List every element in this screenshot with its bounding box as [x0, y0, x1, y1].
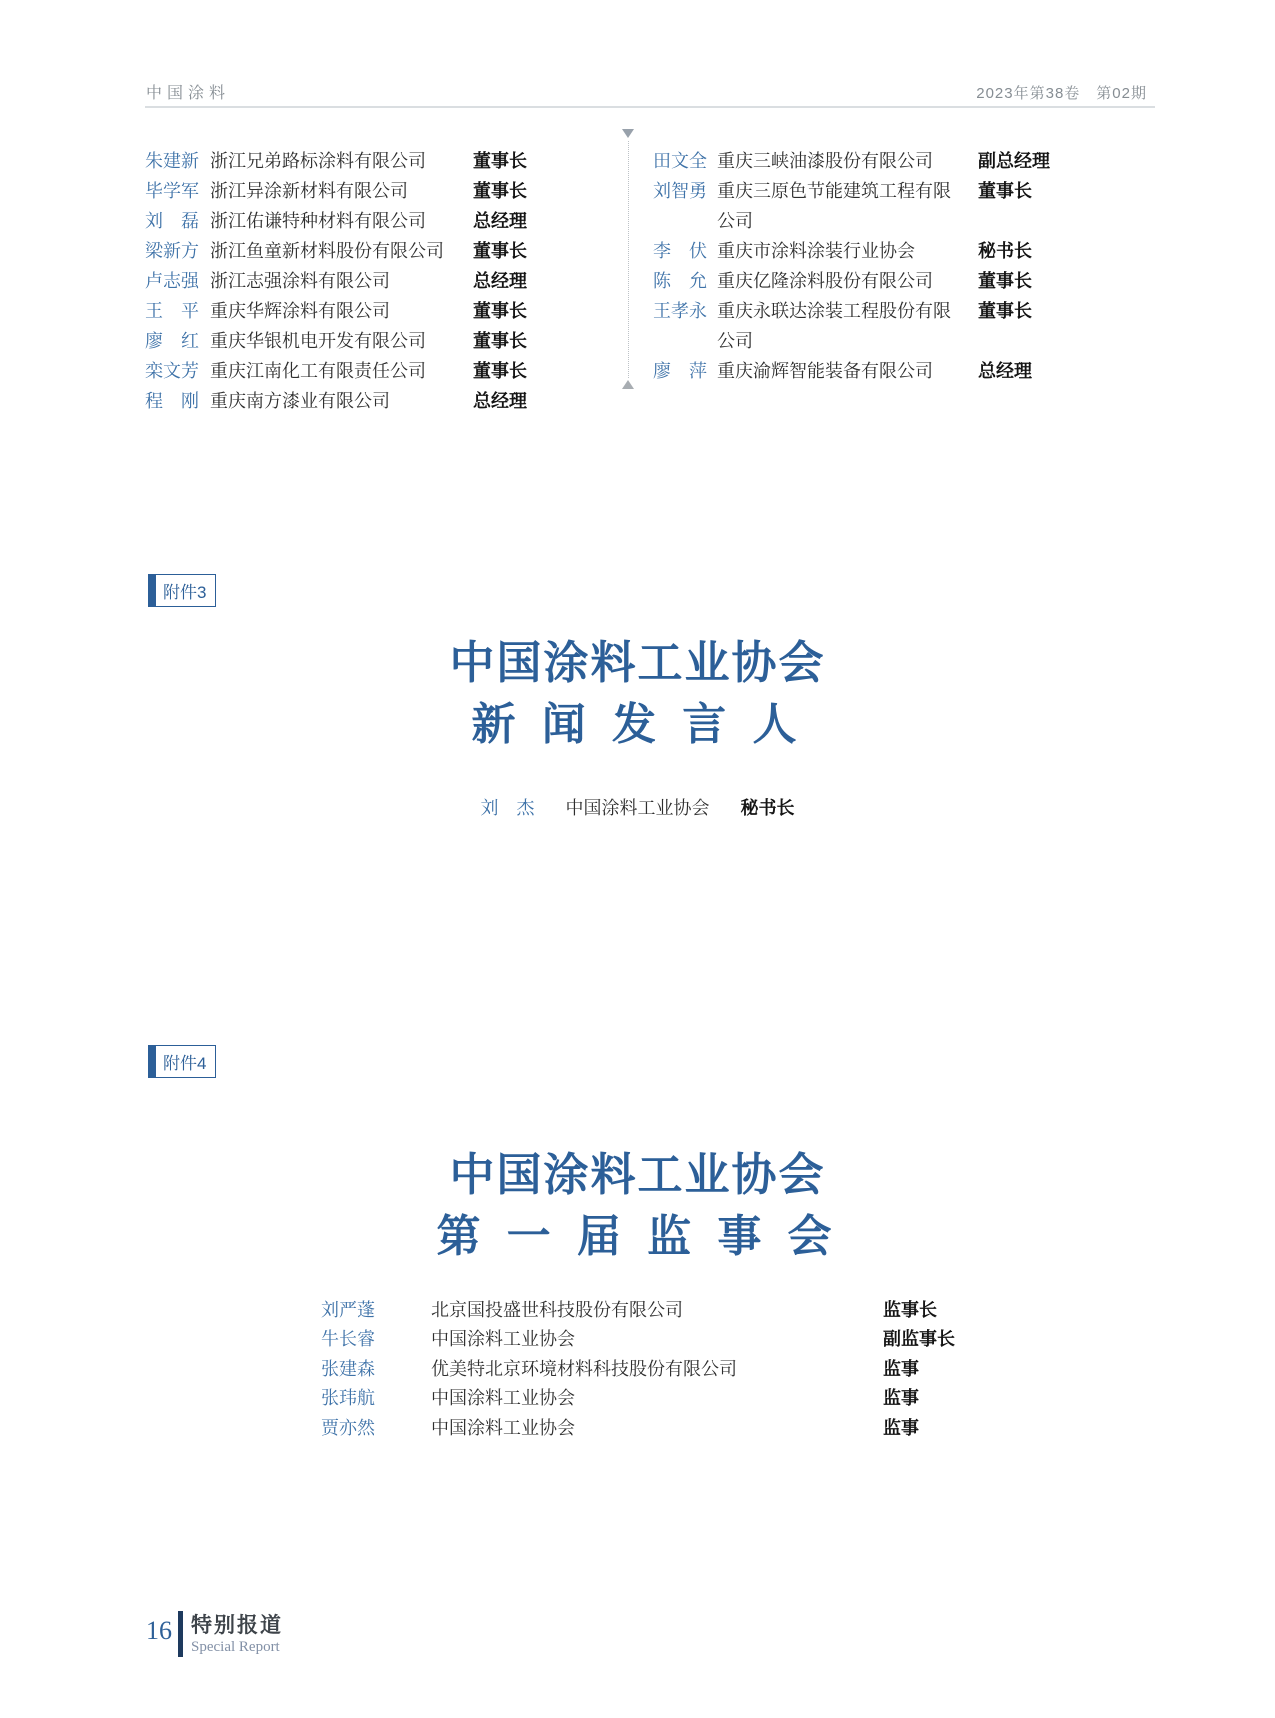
- directory-row: [653, 266, 1105, 296]
- company-name: 优美特北京环境材料科技股份有限公司: [431, 1358, 737, 1379]
- supervisor-row: [321, 1355, 1041, 1384]
- attachment3-title-line1: 中国涂料工业协会: [449, 637, 826, 688]
- person-name: 张建森: [321, 1358, 375, 1379]
- person-name: 卢志强: [145, 271, 199, 291]
- directory-left-column: [145, 146, 623, 416]
- person-name: 田文全: [653, 151, 707, 171]
- attachment4-title-line1: 中国涂料工业协会: [449, 1149, 826, 1200]
- company-name: 重庆市涂料涂装行业协会: [717, 241, 915, 261]
- directory-row: [653, 236, 1105, 266]
- column-separator: [621, 129, 635, 389]
- job-title: 总经理: [978, 361, 1032, 381]
- triangle-up-icon: [622, 380, 634, 389]
- directory-row: [653, 146, 1105, 176]
- company-name: 重庆渝辉智能装备有限公司: [717, 361, 933, 381]
- company-name: 重庆华银机电开发有限公司: [210, 331, 426, 351]
- person-name: 李 伏: [653, 241, 707, 261]
- company-name: 重庆华辉涂料有限公司: [210, 301, 390, 321]
- company-name: 浙江佑谦特种材料有限公司: [210, 211, 426, 231]
- company-name: 中国涂料工业协会: [431, 1388, 575, 1409]
- company-name: 浙江异涂新材料有限公司: [210, 181, 408, 201]
- company-name: 北京国投盛世科技股份有限公司: [431, 1300, 683, 1320]
- attachment3-title-line2: 新 闻 发 言 人: [471, 700, 804, 749]
- person-name: 陈 允: [653, 271, 707, 291]
- company-name: 中国涂料工业协会: [431, 1417, 575, 1438]
- job-title: 秘书长: [978, 241, 1032, 261]
- directory-row: [145, 386, 623, 416]
- job-title: 监事: [883, 1388, 919, 1409]
- dotted-divider: [628, 141, 629, 378]
- job-title: 董事长: [473, 361, 527, 381]
- header-divider: [145, 106, 1155, 108]
- company-name: 重庆三峡油漆股份有限公司: [717, 151, 933, 171]
- job-title: 董事长: [473, 331, 527, 351]
- job-title: 监事长: [883, 1300, 937, 1320]
- directory-row: [653, 176, 1105, 236]
- directory-row: [145, 236, 623, 266]
- job-title: 董事长: [473, 151, 527, 171]
- job-title: 董事长: [978, 181, 1032, 201]
- person-name: 刘 磊: [145, 211, 199, 231]
- company-name: 重庆三原色节能建筑工程有限公司: [717, 181, 951, 231]
- job-title: 监事: [883, 1358, 919, 1379]
- directory-row: [653, 296, 1105, 356]
- job-title: 副总经理: [978, 151, 1050, 171]
- job-title: 总经理: [473, 391, 527, 411]
- person-name: 贾亦然: [321, 1417, 375, 1438]
- job-title: 秘书长: [740, 798, 795, 818]
- job-title: 董事长: [473, 301, 527, 321]
- page-number: 16: [146, 1616, 172, 1645]
- company-name: 重庆江南化工有限责任公司: [210, 361, 426, 381]
- person-name: 刘严蓬: [321, 1300, 375, 1320]
- attachment4-title-line2: 第 一 届 监 事 会: [436, 1212, 839, 1261]
- spokesperson-row: [0, 795, 1275, 821]
- person-name: 张玮航: [321, 1388, 375, 1409]
- job-title: 董事长: [978, 271, 1032, 291]
- supervisor-row: [321, 1384, 1041, 1413]
- person-name: 牛长睿: [321, 1329, 375, 1350]
- attachment4-badge: 附件4: [148, 1045, 216, 1078]
- company-name: 浙江志强涂料有限公司: [210, 271, 390, 291]
- supervisor-row: [321, 1414, 1041, 1443]
- directory-row: [145, 146, 623, 176]
- job-title: 副监事长: [883, 1329, 955, 1350]
- person-name: 廖 萍: [653, 361, 707, 381]
- person-name: 王孝永: [653, 301, 707, 321]
- person-name: 王 平: [145, 301, 199, 321]
- supervisor-row: [321, 1325, 1041, 1354]
- job-title: 监事: [883, 1417, 919, 1438]
- directory-row: [145, 356, 623, 386]
- triangle-down-icon: [622, 129, 634, 138]
- directory-row: [145, 176, 623, 206]
- company-name: 重庆亿隆涂料股份有限公司: [717, 271, 933, 291]
- job-title: 总经理: [473, 211, 527, 231]
- company-name: 浙江兄弟路标涂料有限公司: [210, 151, 426, 171]
- person-name: 栾文芳: [145, 361, 199, 381]
- job-title: 董事长: [473, 241, 527, 261]
- directory-row: [145, 296, 623, 326]
- directory-right-column: [653, 146, 1105, 386]
- supervisory-board-list: [321, 1296, 1041, 1443]
- footer-section-cn: 特别报道: [191, 1614, 283, 1637]
- person-name: 毕学军: [145, 181, 199, 201]
- job-title: 董事长: [473, 181, 527, 201]
- directory-row: [653, 356, 1105, 386]
- directory-row: [145, 206, 623, 236]
- journal-title: 中国涂料: [146, 85, 231, 102]
- footer-divider-bar: [178, 1611, 183, 1657]
- person-name: 廖 红: [145, 331, 199, 351]
- company-name: 浙江鱼童新材料股份有限公司: [210, 241, 444, 261]
- job-title: 总经理: [473, 271, 527, 291]
- company-name: 重庆永联达涂装工程股份有限公司: [717, 301, 951, 351]
- directory-row: [145, 326, 623, 356]
- company-name: 中国涂料工业协会: [431, 1329, 575, 1350]
- job-title: 董事长: [978, 301, 1032, 321]
- person-name: 刘 杰: [480, 798, 535, 818]
- person-name: 刘智勇: [653, 181, 707, 201]
- footer-section-en: Special Report: [191, 1639, 280, 1655]
- person-name: 朱建新: [145, 151, 199, 171]
- person-name: 梁新方: [145, 241, 199, 261]
- directory-row: [145, 266, 623, 296]
- company-name: 重庆南方漆业有限公司: [210, 391, 390, 411]
- company-name: 中国涂料工业协会: [565, 798, 710, 818]
- issue-info: 2023年第38卷 第02期: [976, 85, 1147, 102]
- attachment3-badge: 附件3: [148, 574, 216, 607]
- supervisor-row: [321, 1296, 1041, 1325]
- person-name: 程 刚: [145, 391, 199, 411]
